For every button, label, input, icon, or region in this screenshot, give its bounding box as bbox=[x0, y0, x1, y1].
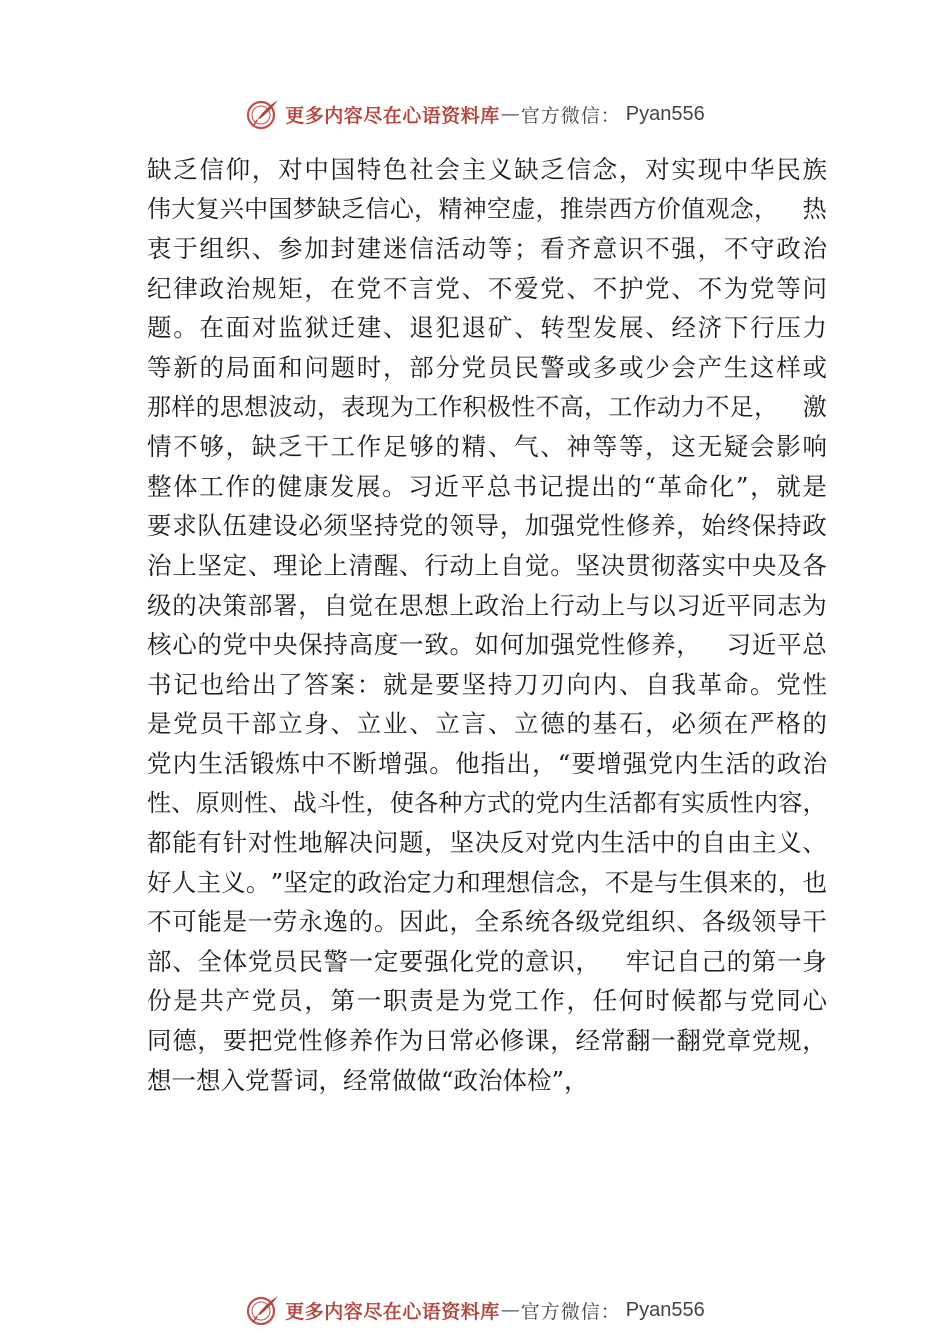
text-line: 是 党 员 干 部 立 身 、 立 业 、 立 言 、 立 德 的 基 石 ， 必 须 在 严 格 的 bbox=[147, 709, 827, 739]
brand-dash: — bbox=[500, 103, 520, 125]
body-text bbox=[147, 150, 827, 1100]
text-line: 份 是 共 产 党 员 ， 第 一 职 责 是 为 党 工 作 ， 任 何 时 候 都 与 党 同 心 bbox=[147, 986, 827, 1016]
text-line: 那 样 的 思 想 波 动 ， 表 现 为 工 作 积 极 性 不 高 ， 工 作 动 力 不 足 ， 激 bbox=[147, 392, 827, 421]
text-line: 部 、 全 体 党 员 民 警 一 定 要 强 化 党 的 意 识 ， 牢 记 自 己 的 第 一 身 bbox=[147, 946, 827, 976]
text-line: 情 不 够 ， 缺 乏 干 工 作 足 够 的 精 、 气 、 神 等 等 ， 这 无 疑 会 影 响 bbox=[147, 432, 827, 462]
quill-logo-icon bbox=[245, 1292, 281, 1328]
brand-text: 更多内容尽在心语资料库 bbox=[285, 1300, 500, 1323]
label-separator: ： bbox=[600, 104, 620, 127]
text-line: 题 。 在 面 对 监 狱 迁 建 、 退 犯 退 矿 、 转 型 发 展 、 经 济 下 行 压 力 bbox=[147, 313, 827, 343]
wechat-account: Pyan556 bbox=[625, 102, 705, 125]
brand-dash: — bbox=[500, 1299, 520, 1321]
text-line: 不 可 能 是 一 劳 永 逸 的 。 因 此 ， 全 系 统 各 级 党 组 织 、 各 级 领 导 干 bbox=[147, 907, 827, 937]
wechat-label: 官方微信 bbox=[520, 104, 601, 127]
text-line: 都 能 有 针 对 性 地 解 决 问 题 ， 坚 决 反 对 党 内 生 活 中 的 自 由 主 义 、 bbox=[147, 828, 827, 858]
text-line: 衷 于 组 织 、 参 加 封 建 迷 信 活 动 等 ； 看 齐 意 识 不 强 ， 不 守 政 治 bbox=[147, 234, 827, 264]
text-line: 同 德 ， 要 把 党 性 修 养 作 为 日 常 必 修 课 ， 经 常 翻 一 翻 党 章 党 规 ， bbox=[147, 1026, 827, 1056]
text-line: 伟 大 复 兴 中 国 梦 缺 乏 信 心 ， 精 神 空 虚 ， 推 崇 西 方 价 值 观 念 ， 热 bbox=[147, 194, 827, 223]
text-line: 要 求 队 伍 建 设 必 须 坚 持 党 的 领 导 ， 加 强 党 性 修 养 ， 始 终 保 持 政 bbox=[147, 511, 827, 541]
footer-banner bbox=[0, 1290, 950, 1330]
text-line: 级 的 决 策 部 署 ， 自 觉 在 思 想 上 政 治 上 行 动 上 与 以 习 近 平 同 志 为 bbox=[147, 590, 827, 620]
text-line: 党 内 生 活 锻 炼 中 不 断 增 强 。 他 指 出 ， “ 要 增 强 党 内 生 活 的 政 治 bbox=[147, 748, 827, 778]
text-line: 性 、 原 则 性 、 战 斗 性 ， 使 各 种 方 式 的 党 内 生 活 都 有 实 质 性 内 容 ， bbox=[147, 788, 827, 817]
text-line: 缺 乏 信 仰 ， 对 中 国 特 色 社 会 主 义 缺 乏 信 念 ， 对 实 现 中 华 民 族 bbox=[147, 155, 827, 184]
text-line: 等 新 的 局 面 和 问 题 时 ， 部 分 党 员 民 警 或 多 或 少 会 产 生 这 样 或 bbox=[147, 352, 827, 382]
label-separator: ： bbox=[600, 1300, 620, 1323]
quill-logo-icon bbox=[245, 96, 281, 132]
text-line: 纪 律 政 治 规 矩 ， 在 党 不 言 党 、 不 爱 党 、 不 护 党 、 不 为 党 等 问 bbox=[147, 273, 827, 303]
text-line: 治 上 坚 定 、 理 论 上 清 醒 、 行 动 上 自 觉 。 坚 决 贯 彻 落 实 中 央 及 各 bbox=[147, 550, 827, 580]
brand-text: 更多内容尽在心语资料库 bbox=[285, 104, 500, 127]
text-line: 好 人 主 义 。 ” 坚 定 的 政 治 定 力 和 理 想 信 念 ， 不 是 与 生 俱 来 的 ， 也 bbox=[147, 867, 827, 897]
wechat-account: Pyan556 bbox=[625, 1298, 705, 1321]
text-line: 核 心 的 党 中 央 保 持 高 度 一 致 。 如 何 加 强 党 性 修 养 ， 习 近 平 总 bbox=[147, 630, 827, 660]
text-line: 想一想入党誓词，经常做做“政治体检”， bbox=[147, 1065, 589, 1095]
text-line: 整 体 工 作 的 健 康 发 展 。 习 近 平 总 书 记 提 出 的 “ 革 命 化 ” ， 就 是 bbox=[147, 471, 827, 501]
wechat-label: 官方微信 bbox=[520, 1300, 601, 1323]
header-banner bbox=[0, 94, 950, 134]
text-line: 书 记 也 给 出 了 答 案 ： 就 是 要 坚 持 刀 刃 向 内 、 自 我 革 命 。 党 性 bbox=[147, 669, 827, 699]
